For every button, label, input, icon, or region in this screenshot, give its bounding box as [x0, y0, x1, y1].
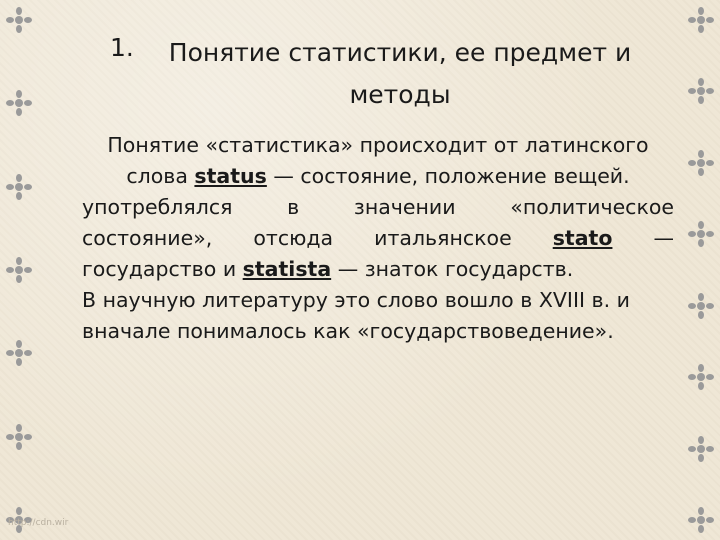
text-fragment: слова — [126, 164, 195, 188]
text-line-2 — [82, 223, 674, 254]
title-line-1: Понятие статистики, ее предмет и — [168, 38, 632, 67]
term-statista: statista — [242, 257, 332, 281]
paragraph-2 — [82, 192, 674, 285]
ornament-icon — [687, 77, 715, 105]
left-ornament-border — [0, 0, 38, 540]
body-text — [82, 130, 674, 347]
ornament-icon — [5, 339, 33, 367]
text-fragment: состояние», отсюда итальянское — [82, 226, 553, 250]
ornament-icon — [687, 149, 715, 177]
text-line: вначале понималось как «государствоведение». — [82, 319, 614, 343]
ornament-icon — [5, 6, 33, 34]
right-ornament-border — [682, 0, 720, 540]
page-title — [160, 32, 640, 116]
ornament-icon — [687, 506, 715, 534]
watermark-text: http://cdn.wir — [8, 518, 69, 528]
text-line: Понятие «статистика» происходит от латинского — [107, 133, 649, 157]
paragraph-1 — [82, 130, 674, 192]
term-status: status — [194, 164, 267, 188]
text-line: употреблялся в значении «политическое — [82, 195, 674, 219]
ornament-icon — [687, 6, 715, 34]
title-number: 1. — [110, 33, 134, 62]
term-stato: stato — [552, 226, 613, 250]
ornament-icon — [5, 423, 33, 451]
ornament-icon — [5, 173, 33, 201]
ornament-icon — [687, 292, 715, 320]
text-fragment: — знаток государств. — [331, 257, 574, 281]
ornament-icon — [687, 220, 715, 248]
ornament-icon — [5, 256, 33, 284]
ornament-icon — [687, 435, 715, 463]
text-line: В научную литературу это слово вошло в XVIII в. и — [82, 288, 630, 312]
ornament-icon — [5, 89, 33, 117]
title-line-2: методы — [349, 80, 451, 109]
text-fragment: — состояние, положение вещей. — [266, 164, 630, 188]
ornament-icon — [687, 363, 715, 391]
text-fragment: — — [612, 226, 674, 250]
text-fragment: государство и — [82, 257, 243, 281]
text-line-3 — [82, 254, 674, 285]
paragraph-3 — [82, 285, 674, 347]
